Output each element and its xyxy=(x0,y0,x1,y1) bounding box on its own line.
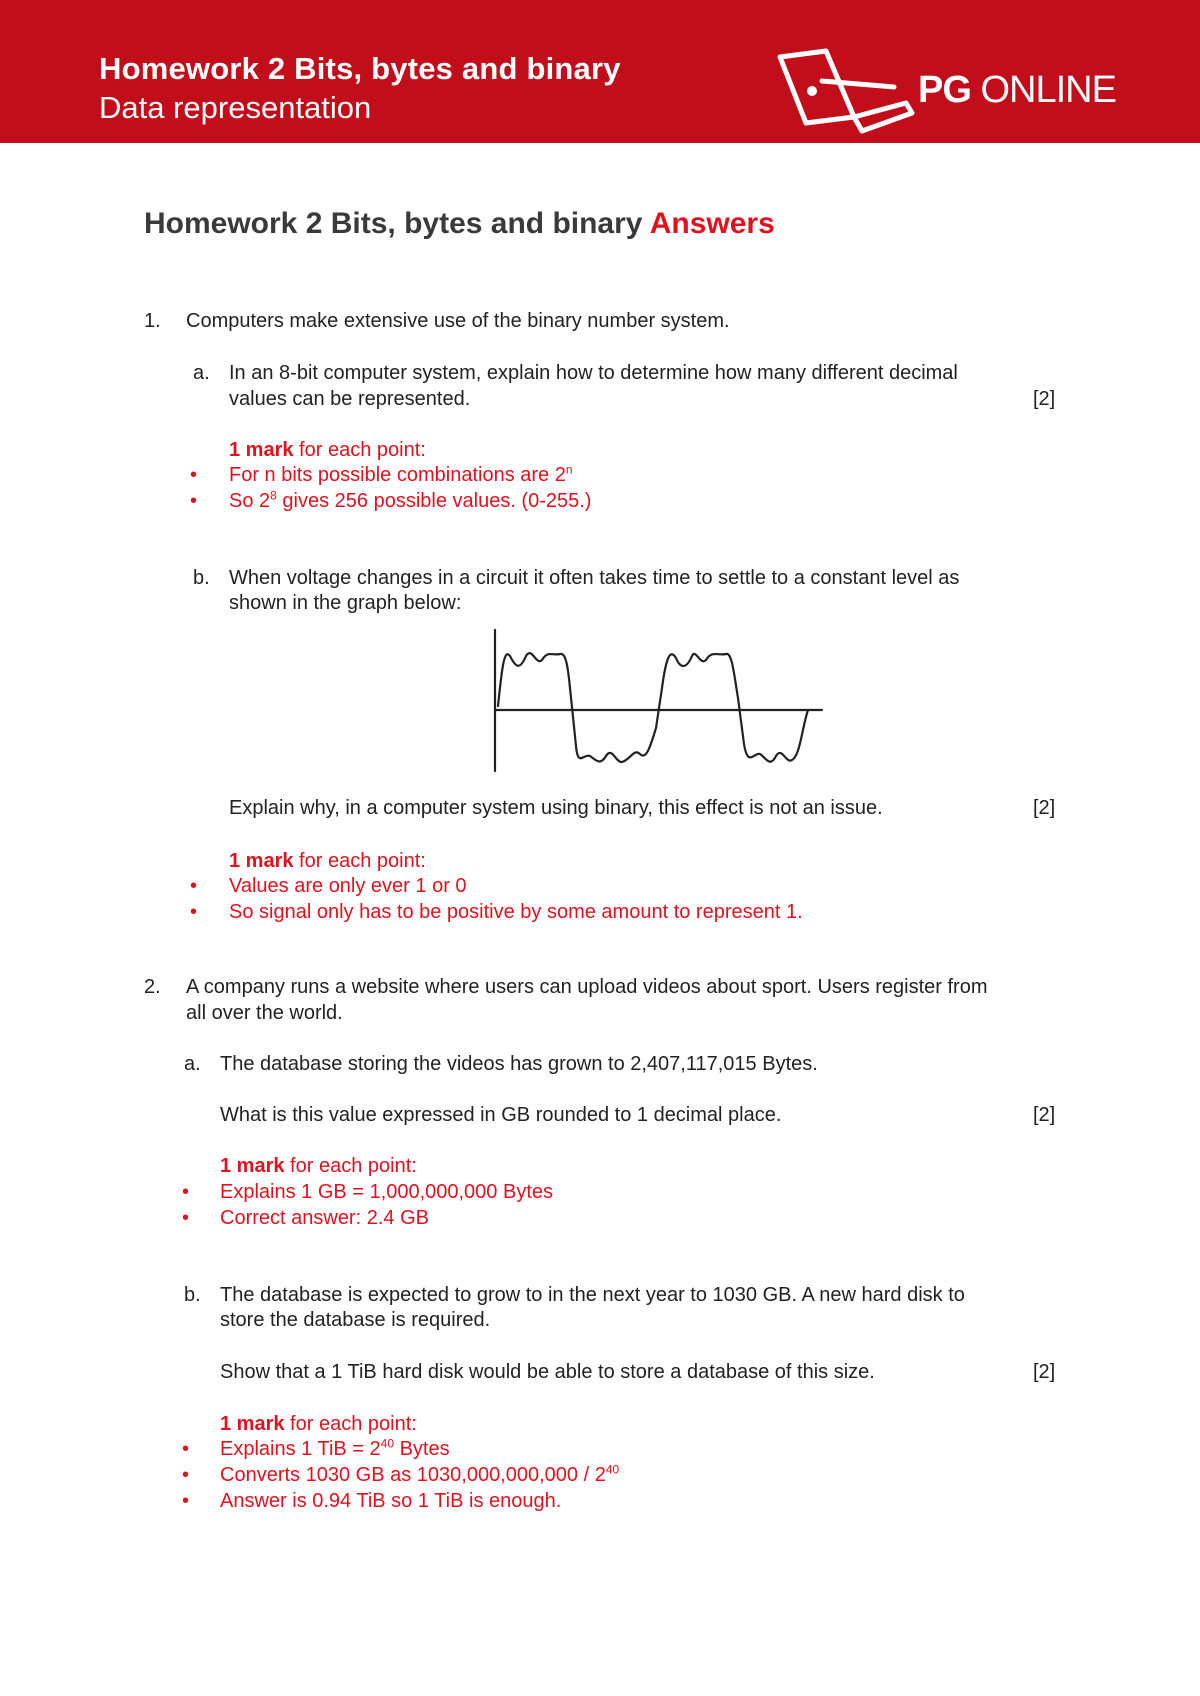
voltage-waveform xyxy=(498,653,808,762)
q2-line1: A company runs a website where users can upload videos about sport. Users register from xyxy=(186,976,988,998)
q1a-answer-2: So $2^8$ gives 256 possible values. (0-255.) xyxy=(229,488,592,512)
q2b-line3: Show that a 1 TiB hard disk would be able to store a database of this size. xyxy=(220,1361,875,1383)
q1b-answer-1: Values are only ever 1 or 0 xyxy=(229,875,467,897)
q2b-answer-1: Explains 1 TiB = $2^{40}$ Bytes xyxy=(220,1436,450,1460)
bullet-icon: • xyxy=(182,1181,190,1203)
q2a-marks: [2] xyxy=(1033,1104,1056,1126)
q1-text: Computers make extensive use of the binary number system. xyxy=(186,310,730,332)
q2b-marks: [2] xyxy=(1033,1361,1056,1383)
q1a-answer-1: For n bits possible combinations are 2$^n$ xyxy=(229,462,573,486)
q2a-answer-2: Correct answer: 2.4 GB xyxy=(220,1207,429,1229)
q1a-letter: a. xyxy=(193,362,210,384)
q1b-answer-2: So signal only has to be positive by some amount to represent 1. xyxy=(229,901,803,923)
q1b-letter: b. xyxy=(193,567,210,589)
q2a-mark-scheme: 1 mark for each point: xyxy=(220,1155,417,1177)
q2b-answer-3: Answer is 0.94 TiB so 1 TiB is enough. xyxy=(220,1490,562,1512)
q2a-answer-1: Explains 1 GB = 1,000,000,000 Bytes xyxy=(220,1181,553,1203)
q2-number: 2. xyxy=(144,976,161,998)
q2a-letter: a. xyxy=(184,1053,201,1075)
page-title: Homework 2 Bits, bytes and binary Answers xyxy=(144,207,775,240)
bullet-icon: • xyxy=(182,1207,190,1229)
bullet-icon: • xyxy=(182,1490,190,1512)
q1a-line2: values can be represented. xyxy=(229,388,471,410)
bullet-icon: • xyxy=(190,875,198,897)
q1b-marks: [2] xyxy=(1033,797,1056,819)
q1a-marks: [2] xyxy=(1033,388,1056,410)
header-subtitle: Data representation xyxy=(99,90,372,125)
voltage-settling-graph xyxy=(490,628,825,773)
q1b-line1: When voltage changes in a circuit it often takes time to settle to a constant level as xyxy=(229,567,960,589)
q2a-line1: The database storing the videos has grown to 2,407,117,015 Bytes. xyxy=(220,1053,818,1075)
answers-label: Answers xyxy=(649,207,775,240)
bullet-icon: • xyxy=(190,901,198,923)
q2b-line1: The database is expected to grow to in the next year to 1030 GB. A new hard disk to xyxy=(220,1284,965,1306)
q1-number: 1. xyxy=(144,310,161,332)
q2b-line2: store the database is required. xyxy=(220,1309,491,1331)
bullet-icon: • xyxy=(190,490,198,512)
q1b-line2: shown in the graph below: xyxy=(229,592,462,614)
q2b-letter: b. xyxy=(184,1284,201,1306)
q1a-line1: In an 8-bit computer system, explain how to determine how many different decimal xyxy=(229,362,958,384)
q2a-line2: What is this value expressed in GB rounded to 1 decimal place. xyxy=(220,1104,782,1126)
q1a-mark-scheme: 1 mark for each point: xyxy=(229,439,426,461)
q1b-mark-scheme: 1 mark for each point: xyxy=(229,850,426,872)
bullet-icon: • xyxy=(190,464,198,486)
q1b-line3: Explain why, in a computer system using binary, this effect is not an issue. xyxy=(229,797,883,819)
q2b-answer-2: Converts 1030 GB as $1030,000,000,000 / 2^{40}$ xyxy=(220,1462,620,1486)
q2b-mark-scheme: 1 mark for each point: xyxy=(220,1413,417,1435)
header-title: Homework 2 Bits, bytes and binary xyxy=(99,51,621,86)
bullet-icon: • xyxy=(182,1438,190,1460)
logo-wordmark: PG ONLINE xyxy=(918,69,1116,111)
bullet-icon: • xyxy=(182,1464,190,1486)
q2-line2: all over the world. xyxy=(186,1002,343,1024)
